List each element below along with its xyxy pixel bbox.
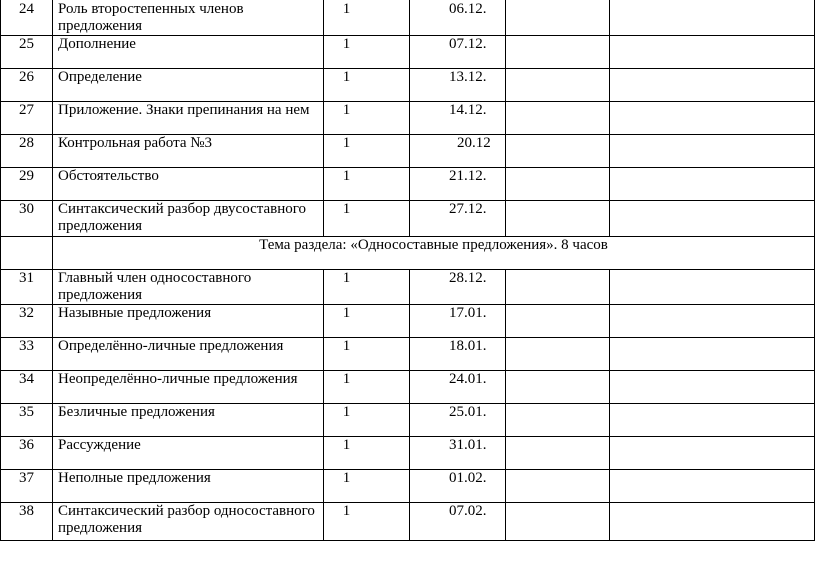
lesson-number: 37 xyxy=(1,470,53,503)
table-row xyxy=(1,270,815,305)
lesson-hours: 1 xyxy=(324,503,410,541)
lesson-date: 25.01. xyxy=(410,404,506,437)
empty-cell xyxy=(610,135,815,168)
lesson-date: 18.01. xyxy=(410,338,506,371)
lesson-number: 31 xyxy=(1,270,53,305)
lesson-date: 24.01. xyxy=(410,371,506,404)
lesson-date: 20.12 xyxy=(410,135,506,168)
lesson-hours: 1 xyxy=(324,201,410,237)
lesson-topic: Обстоятельство xyxy=(53,168,324,201)
lesson-number: 28 xyxy=(1,135,53,168)
lesson-topic: Синтаксический разбор двусоставного предложения xyxy=(53,201,324,237)
lesson-hours: 1 xyxy=(324,270,410,305)
lesson-topic: Синтаксический разбор односоставного предложения xyxy=(53,503,324,541)
lesson-number: 30 xyxy=(1,201,53,237)
empty-cell xyxy=(506,437,610,470)
lesson-topic: Главный член односоставного предложения xyxy=(53,270,324,305)
empty-cell xyxy=(506,135,610,168)
lesson-date: 14.12. xyxy=(410,102,506,135)
empty-cell xyxy=(610,102,815,135)
empty-cell xyxy=(610,404,815,437)
table-row xyxy=(1,470,815,503)
lesson-topic: Определённо-личные предложения xyxy=(53,338,324,371)
table-row xyxy=(1,371,815,404)
empty-cell xyxy=(610,371,815,404)
lesson-date: 31.01. xyxy=(410,437,506,470)
lesson-date: 21.12. xyxy=(410,168,506,201)
lesson-topic: Приложение. Знаки препинания на нем xyxy=(53,102,324,135)
table-row xyxy=(1,102,815,135)
lesson-hours: 1 xyxy=(324,102,410,135)
lesson-date: 17.01. xyxy=(410,305,506,338)
lesson-date: 01.02. xyxy=(410,470,506,503)
empty-cell xyxy=(610,0,815,36)
empty-cell xyxy=(506,0,610,36)
empty-cell xyxy=(506,201,610,237)
lesson-date: 06.12. xyxy=(410,0,506,36)
lesson-number: 33 xyxy=(1,338,53,371)
lesson-hours: 1 xyxy=(324,135,410,168)
lesson-date: 27.12. xyxy=(410,201,506,237)
empty-cell xyxy=(506,404,610,437)
empty-cell xyxy=(610,270,815,305)
lesson-number: 32 xyxy=(1,305,53,338)
table-row xyxy=(1,36,815,69)
table-row xyxy=(1,135,815,168)
lesson-date: 28.12. xyxy=(410,270,506,305)
lesson-hours: 1 xyxy=(324,0,410,36)
section-row xyxy=(1,237,815,270)
lesson-number: 38 xyxy=(1,503,53,541)
lesson-number: 27 xyxy=(1,102,53,135)
lesson-topic: Неполные предложения xyxy=(53,470,324,503)
lesson-number: 25 xyxy=(1,36,53,69)
empty-cell xyxy=(506,270,610,305)
lesson-hours: 1 xyxy=(324,470,410,503)
table-row xyxy=(1,201,815,237)
empty-cell xyxy=(610,437,815,470)
empty-cell xyxy=(610,503,815,541)
table-row xyxy=(1,503,815,541)
empty-cell xyxy=(506,503,610,541)
empty-cell xyxy=(506,371,610,404)
lesson-number: 36 xyxy=(1,437,53,470)
lesson-hours: 1 xyxy=(324,305,410,338)
lesson-topic: Дополнение xyxy=(53,36,324,69)
lesson-hours: 1 xyxy=(324,437,410,470)
lesson-hours: 1 xyxy=(324,338,410,371)
lesson-topic: Роль второстепенных членов предложения xyxy=(53,0,324,36)
lesson-topic: Рассуждение xyxy=(53,437,324,470)
lesson-hours: 1 xyxy=(324,168,410,201)
lesson-hours: 1 xyxy=(324,36,410,69)
empty-cell xyxy=(506,305,610,338)
table-row xyxy=(1,404,815,437)
empty-cell xyxy=(610,36,815,69)
lesson-date: 13.12. xyxy=(410,69,506,102)
table-row xyxy=(1,0,815,36)
empty-cell xyxy=(610,470,815,503)
empty-cell xyxy=(610,168,815,201)
lesson-hours: 1 xyxy=(324,404,410,437)
empty-cell xyxy=(506,470,610,503)
empty-cell xyxy=(506,168,610,201)
empty-cell xyxy=(610,305,815,338)
lesson-topic: Определение xyxy=(53,69,324,102)
lesson-number: 26 xyxy=(1,69,53,102)
table-row xyxy=(1,168,815,201)
empty-cell xyxy=(506,36,610,69)
lesson-number: 29 xyxy=(1,168,53,201)
empty-cell xyxy=(610,69,815,102)
lesson-topic: Контрольная работа №3 xyxy=(53,135,324,168)
lesson-number: 24 xyxy=(1,0,53,36)
lesson-hours: 1 xyxy=(324,69,410,102)
empty-cell xyxy=(610,201,815,237)
lesson-number: 34 xyxy=(1,371,53,404)
empty-cell xyxy=(1,237,53,270)
lesson-topic: Безличные предложения xyxy=(53,404,324,437)
table-row xyxy=(1,69,815,102)
lesson-date: 07.12. xyxy=(410,36,506,69)
lesson-hours: 1 xyxy=(324,371,410,404)
section-title: Тема раздела: «Односоставные предложения». 8 часов xyxy=(53,237,815,270)
empty-cell xyxy=(610,338,815,371)
table-row xyxy=(1,305,815,338)
empty-cell xyxy=(506,102,610,135)
lesson-number: 35 xyxy=(1,404,53,437)
empty-cell xyxy=(506,338,610,371)
lesson-date: 07.02. xyxy=(410,503,506,541)
table-row xyxy=(1,437,815,470)
lesson-topic: Неопределённо-личные предложения xyxy=(53,371,324,404)
empty-cell xyxy=(506,69,610,102)
table-row xyxy=(1,338,815,371)
lesson-topic: Назывные предложения xyxy=(53,305,324,338)
